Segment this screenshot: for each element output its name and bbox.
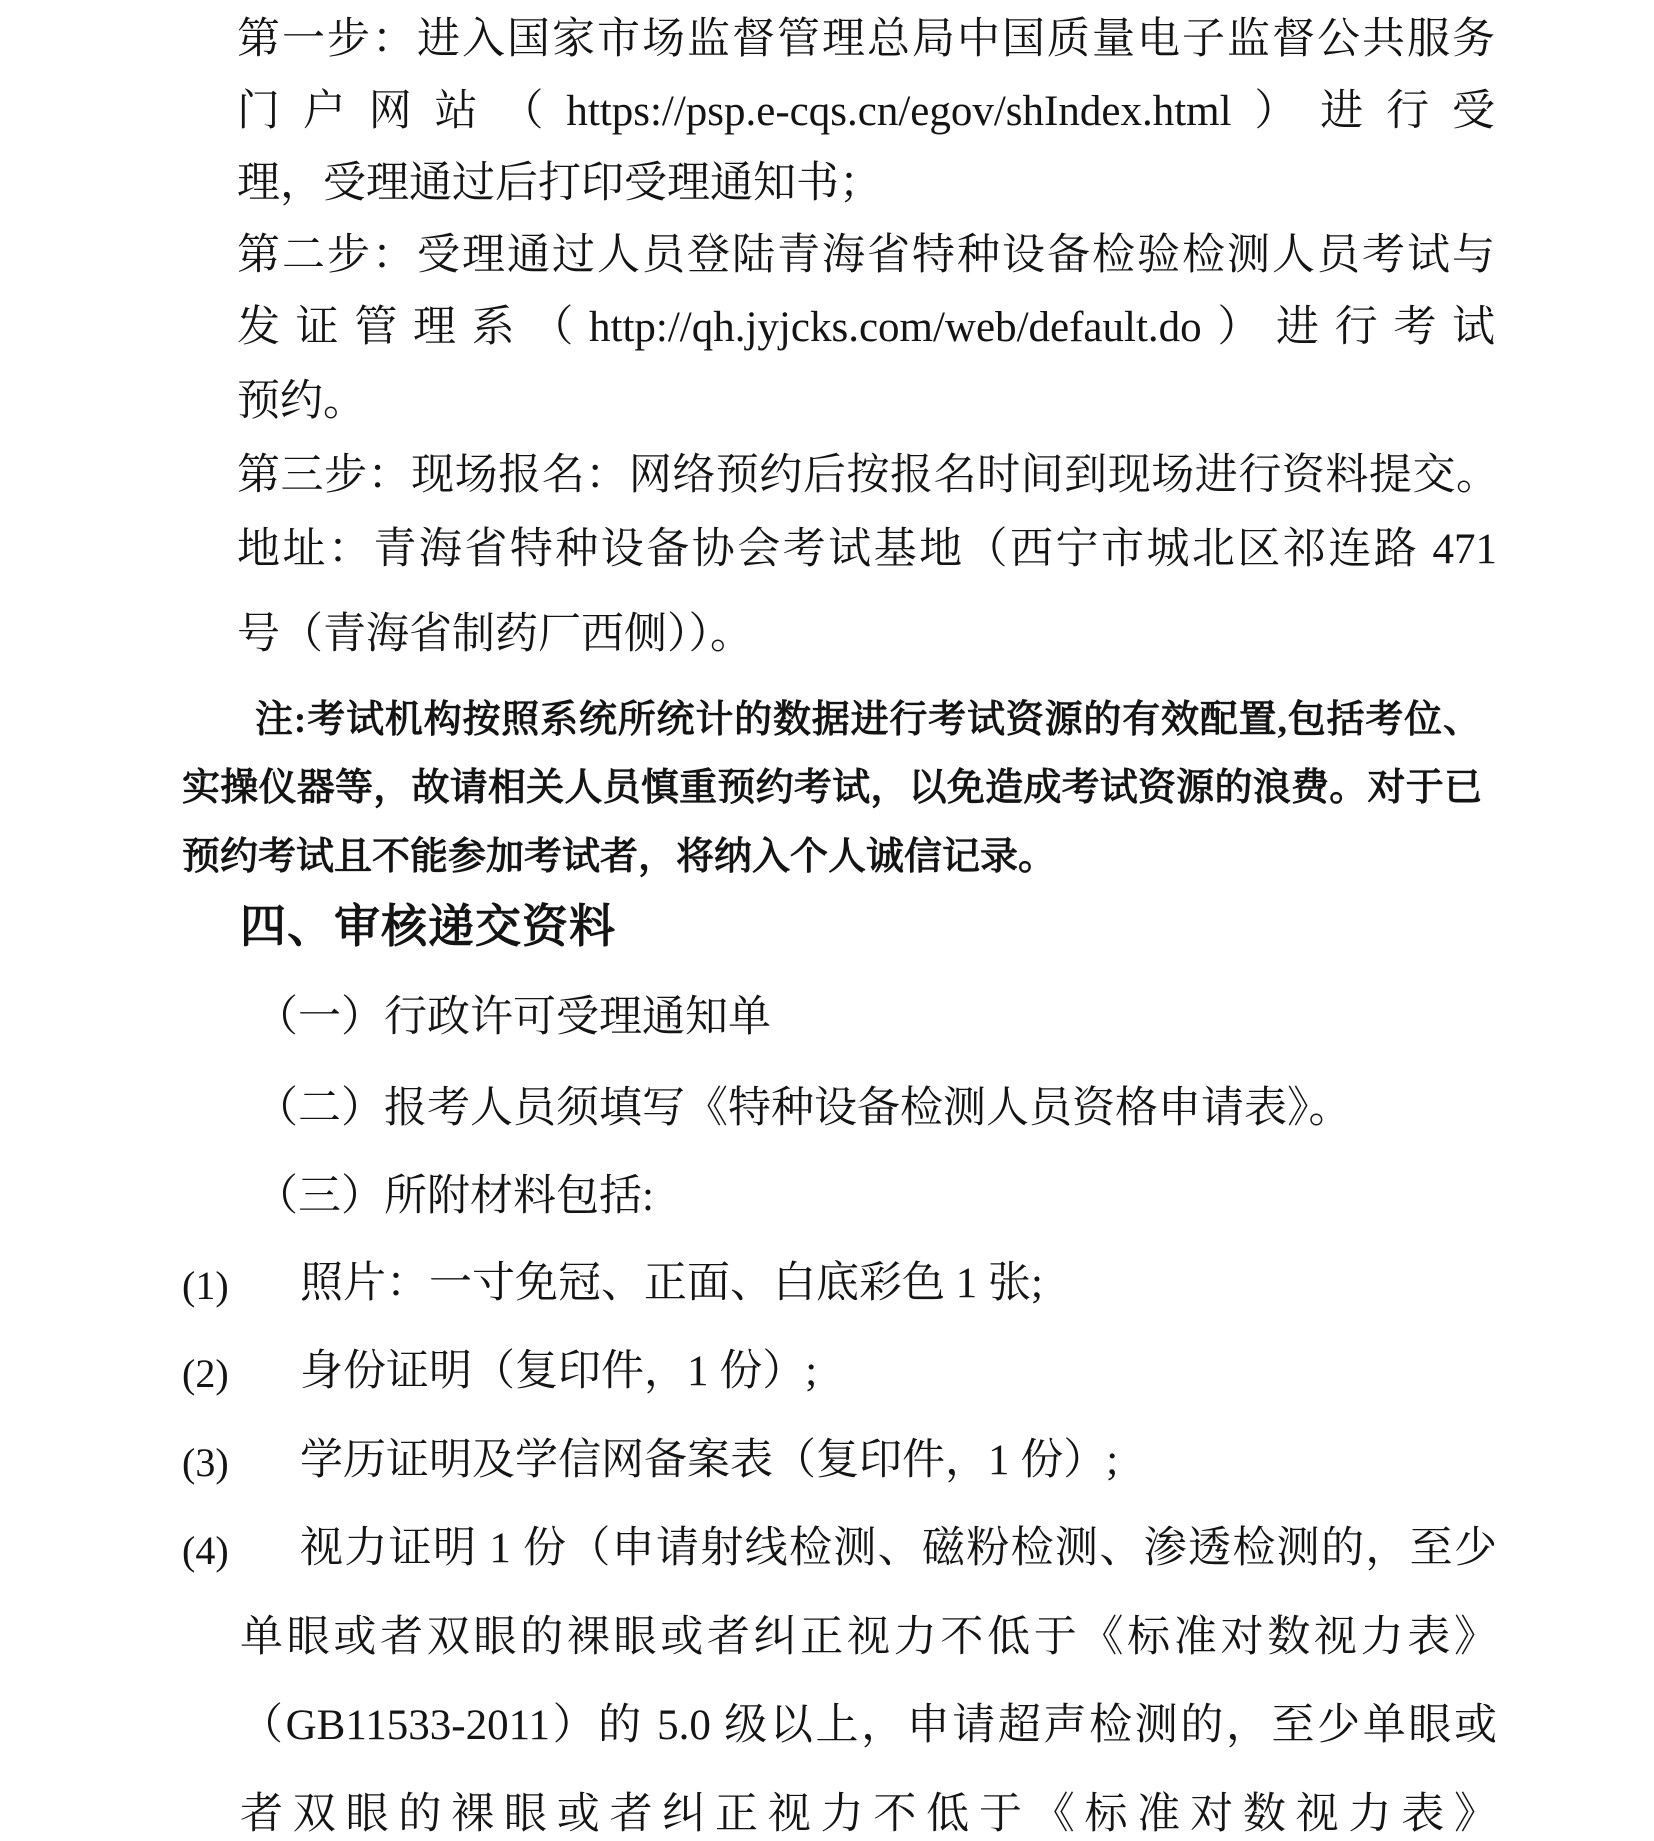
sub-item-3: （三）所附材料包括: [255,1173,654,1220]
attachment-2-number: (2) [182,1351,229,1396]
attachment-3-text: 学历证明及学信网备案表（复印件，1 份）; [300,1437,1119,1484]
step2-line1: 第二步：受理通过人员登陆青海省特种设备检验检测人员考试与 [237,232,1495,279]
note-line2: 实操仪器等，故请相关人员慎重预约考试，以免造成考试资源的浪费。对于已 [182,767,1482,809]
attachment-4-cont-line1: 单眼或者双眼的裸眼或者纠正视力不低于《标准对数视力表》 [240,1614,1497,1661]
step2-line3: 预约。 [237,378,366,425]
attachment-2-text: 身份证明（复印件，1 份）; [300,1348,818,1395]
sub-item-1: （一）行政许可受理通知单 [255,994,771,1041]
note-line1: 注:考试机构按照系统所统计的数据进行考试资源的有效配置,包括考位、 [255,699,1481,741]
attachment-4-number: (4) [182,1528,229,1573]
attachment-4-cont-line2: （GB11533-2011）的 5.0 级以上，申请超声检测的，至少单眼或 [240,1702,1497,1749]
address-line2: 号（青海省制药厂西侧））。 [237,611,753,658]
attachment-1-text: 照片：一寸免冠、正面、白底彩色 1 张; [300,1260,1043,1307]
attachment-1-number: (1) [182,1263,229,1308]
address-line1: 地址：青海省特种设备协会考试基地（西宁市城北区祁连路 471 [237,526,1497,573]
attachment-3-number: (3) [182,1440,229,1485]
step3-line1: 第三步：现场报名：网络预约后按报名时间到现场进行资料提交。 [237,452,1499,499]
step2-line2: 发证管理系（http://qh.jyjcks.com/web/default.do）进行考试 [237,304,1495,351]
section-4-heading: 四、审核递交资料 [240,900,616,952]
step1-line1: 第一步：进入国家市场监督管理总局中国质量电子监督公共服务 [237,16,1495,63]
step1-line2: 门户网站（https://psp.e-cqs.cn/egov/shIndex.html）进行受 [237,88,1495,135]
sub-item-2: （二）报考人员须填写《特种设备检测人员资格申请表》。 [255,1085,1352,1132]
step1-line3: 理，受理通过后打印受理通知书； [237,160,882,207]
attachment-4-cont-line3: 者双眼的裸眼或者纠正视力不低于《标准对数视力表》 [240,1791,1497,1838]
attachment-4-text: 视力证明 1 份（申请射线检测、磁粉检测、渗透检测的，至少 [300,1525,1497,1572]
note-line3: 预约考试且不能参加考试者，将纳入个人诚信记录。 [182,836,1057,878]
